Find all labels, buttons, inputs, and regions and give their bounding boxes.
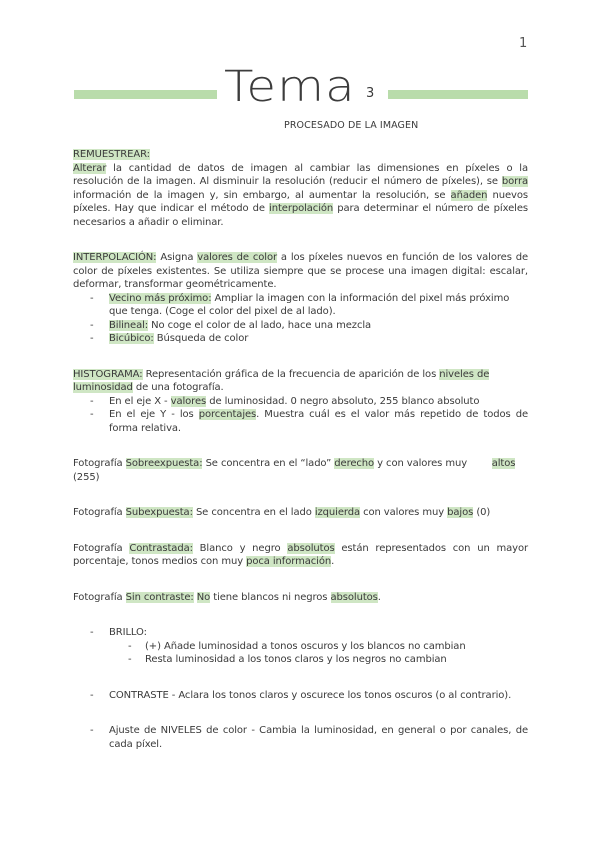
- hl-porcentajes: porcentajes: [198, 409, 257, 420]
- hl-niveles-luminosidad: niveles de luminosidad: [73, 368, 490, 393]
- hl-valores-color: valores de color: [197, 252, 277, 263]
- hl-altos: altos: [491, 458, 516, 469]
- list-item-contraste: [73, 689, 528, 703]
- list-item: [73, 292, 528, 319]
- text-run: Fotografía: [73, 591, 126, 603]
- list-text: Resta luminosidad a los tonos claros y los negros no cambian: [145, 654, 447, 665]
- text-run: nuevos píxeles. Hay que indicar el método de: [73, 189, 528, 214]
- list-item-niveles: [73, 724, 528, 751]
- text-run: En el eje Y - los: [109, 409, 199, 420]
- text-run: Asigna: [156, 252, 198, 263]
- document-body: [73, 148, 528, 751]
- list-item-brillo: [73, 626, 528, 640]
- interpolacion-paragraph: [73, 251, 528, 292]
- text-run: de una fotografía.: [132, 382, 224, 393]
- niveles-list: [73, 724, 528, 751]
- list-text: Ajuste de NIVELES de color - Cambia la luminosidad, en general o por canales, de cada píxel.: [109, 725, 528, 750]
- text-run: En el eje X -: [109, 395, 171, 407]
- text-run: para determinar el número de píxeles necesarios a añadir o eliminar.: [73, 203, 529, 228]
- text-run: Se concentra en el “lado”: [202, 458, 335, 469]
- list-item: [73, 395, 528, 409]
- text-run: están representados con un mayor porcentaje, tonos medios con muy: [73, 542, 528, 567]
- sin-contraste-paragraph: [73, 591, 528, 605]
- text-run: información de la imagen y, sin embargo, al aumentar la resolución, se: [73, 189, 451, 201]
- text-run: la cantidad de datos de imagen al cambiar las dimensiones en píxeles o la resolución de la imagen. Al disminuir la resolución (reducir el número de píxeles), se: [73, 162, 528, 187]
- header-bar-right: [388, 90, 528, 99]
- list-item: [73, 319, 528, 333]
- interpolacion-heading: INTERPOLACIÓN:: [73, 252, 157, 263]
- text-run: a los píxeles nuevos en función de los valores de color de píxeles existentes. Se utiliza siempre que se procese una imagen digital: escalar, deformar, transformar geométricamente.: [73, 252, 529, 290]
- dash-bullet: -: [90, 395, 94, 407]
- text-run: Se concentra en el lado: [192, 507, 315, 518]
- dash-bullet: -: [90, 725, 94, 736]
- text-run: (255): [73, 471, 100, 483]
- hl-absolutos: absolutos: [330, 591, 378, 603]
- hl-subexpuesta: Subexpuesta:: [125, 507, 193, 518]
- contrastada-paragraph: [73, 542, 528, 569]
- dash-bullet: -: [90, 333, 94, 344]
- histograma-heading: HISTOGRAMA:: [73, 368, 143, 380]
- dash-bullet: -: [90, 409, 94, 420]
- hl-sin-contraste: Sin contraste:: [125, 591, 194, 603]
- hl-anaden: añaden: [450, 189, 488, 201]
- hl-alterar: Alterar: [73, 162, 107, 174]
- histograma-list: [73, 395, 528, 436]
- list-subitem: [73, 640, 528, 654]
- dash-bullet: -: [128, 640, 132, 652]
- text-run: (0): [473, 507, 491, 518]
- interpolacion-list: [73, 292, 528, 346]
- hl-valores: valores: [170, 395, 207, 407]
- text-run: de luminosidad. 0 negro absoluto, 255 blanco absoluto: [206, 395, 480, 407]
- list-term: Vecino más próximo:: [109, 292, 212, 304]
- list-term: Bicúbico:: [109, 333, 154, 344]
- list-text: Ampliar la imagen con la información del pixel más próximo que tenga. (Coge el color del pixel de al lado).: [109, 292, 510, 317]
- hl-absolutos: absolutos: [287, 542, 335, 554]
- text-run: Representación gráfica de la frecuencia de aparición de los: [142, 368, 440, 380]
- sobreexpuesta-paragraph: [73, 457, 528, 484]
- list-subitem: [73, 653, 528, 667]
- header-bar-left: [74, 90, 217, 99]
- remuestrear-paragraph: [73, 162, 528, 230]
- text-run: Fotografía: [73, 507, 126, 518]
- dash-bullet: -: [128, 654, 132, 665]
- hl-contrastada: Contrastada:: [129, 542, 193, 554]
- dash-bullet: -: [90, 319, 94, 331]
- dash-bullet: -: [90, 627, 94, 638]
- text-run: Fotografía: [73, 542, 130, 554]
- list-item: [73, 332, 528, 346]
- dash-bullet: -: [90, 292, 94, 304]
- contraste-list: [73, 689, 528, 703]
- list-text: CONTRASTE - Aclara los tonos claros y oscurece los tonos oscuros (o al contrario).: [109, 689, 512, 701]
- text-run: .: [377, 591, 381, 603]
- text-run: .: [331, 556, 335, 567]
- text-run: con valores muy: [359, 507, 448, 518]
- text-run: Fotografía: [73, 458, 126, 469]
- list-text: No coge el color de al lado, hace una mezcla: [148, 319, 372, 331]
- hl-borra: borra: [501, 176, 528, 187]
- list-text: Búsqueda de color: [153, 333, 249, 344]
- text-run: Blanco y negro: [192, 542, 288, 554]
- title-number: 3: [366, 86, 375, 101]
- hl-no: No: [196, 591, 211, 603]
- text-run: tiene blancos ni negros: [210, 591, 331, 603]
- list-item: [73, 408, 528, 435]
- subtitle: PROCESADO DE LA IMAGEN: [284, 120, 419, 131]
- dash-bullet: -: [90, 689, 94, 701]
- hl-poca-informacion: poca información: [246, 556, 332, 567]
- hl-sobreexpuesta: Sobreexpuesta:: [125, 458, 203, 469]
- ajustes-list: [73, 626, 528, 667]
- page-title: Tema: [224, 62, 356, 112]
- histograma-paragraph: [73, 368, 528, 395]
- page-number: 1: [519, 36, 528, 51]
- text-run: y con valores muy: [374, 458, 492, 469]
- brillo-label: BRILLO:: [109, 627, 147, 638]
- hl-interpolacion: interpolación: [269, 203, 334, 214]
- subexpuesta-paragraph: [73, 506, 528, 520]
- list-term: Bilineal:: [109, 319, 149, 331]
- text-run: . Muestra cuál es el valor más repetido de todos de forma relativa.: [109, 409, 529, 434]
- hl-izquierda: izquierda: [314, 507, 360, 518]
- remuestrear-heading: [73, 148, 528, 162]
- hl-bajos: bajos: [447, 507, 474, 518]
- list-text: (+) Añade luminosidad a tonos oscuros y los blancos no cambian: [145, 640, 466, 652]
- hl-derecho: derecho: [334, 458, 375, 469]
- remuestrear-heading-text: REMUESTREAR:: [73, 149, 150, 160]
